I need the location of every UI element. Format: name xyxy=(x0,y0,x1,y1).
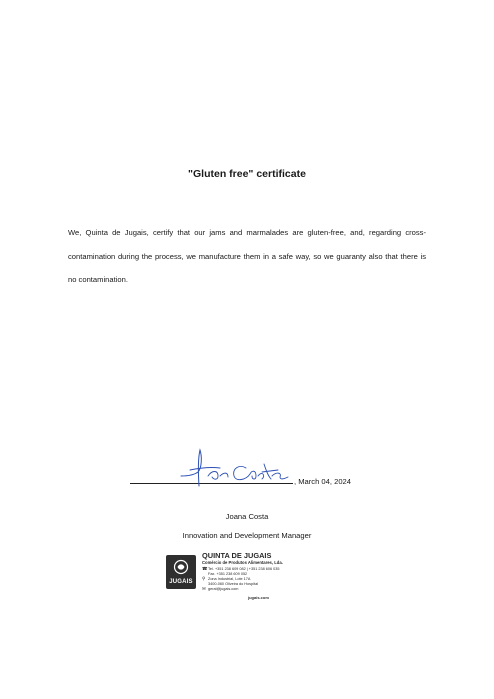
stamp-address-row-2 xyxy=(202,582,336,587)
email-icon: ✉ xyxy=(202,586,206,592)
logo-text: JUGAIS xyxy=(169,579,193,585)
stamp-address-line1: Zona Industrial, Lote 17A xyxy=(208,577,251,582)
document-title: "Gluten free" certificate xyxy=(188,168,306,180)
company-logo xyxy=(166,555,196,589)
stamp-fax-row xyxy=(202,572,336,577)
stamp-website: jugais.com xyxy=(248,595,269,600)
signature-date: , March 04, 2024 xyxy=(294,477,351,486)
stamp-details xyxy=(202,552,336,592)
stamp-fax: Fax. +351 238 609 052 xyxy=(208,571,248,576)
signature-block xyxy=(130,446,370,491)
certificate-body: We, Quinta de Jugais, certify that our jams and marmalades are gluten-free, and, regarding cross-contamination during the process, we manufacture them in a safe way, so we guaranty also that there is no contamination. xyxy=(68,228,426,284)
handwritten-signature xyxy=(168,446,293,488)
stamp-email-row xyxy=(202,587,336,592)
phone-icon: ☎ xyxy=(202,566,208,571)
stamp-phone: Tel. +351 238 609 082 | +351 238 606 035 xyxy=(208,567,280,571)
logo-mark-icon xyxy=(173,559,189,575)
stamp-company-name: QUINTA DE JUGAIS xyxy=(202,551,272,560)
stamp-email: geral@jugais.com xyxy=(208,587,239,592)
signer-name: Joana Costa xyxy=(225,512,269,521)
stamp-company-subtitle: Comércio de Produtos Alimentares, Lda. xyxy=(202,560,283,565)
location-icon: ⚲ xyxy=(202,576,206,582)
signer-role: Innovation and Development Manager xyxy=(182,531,312,540)
stamp-address-line2: 3400-060 Oliveira do Hospital xyxy=(208,581,259,586)
company-stamp xyxy=(166,552,336,602)
